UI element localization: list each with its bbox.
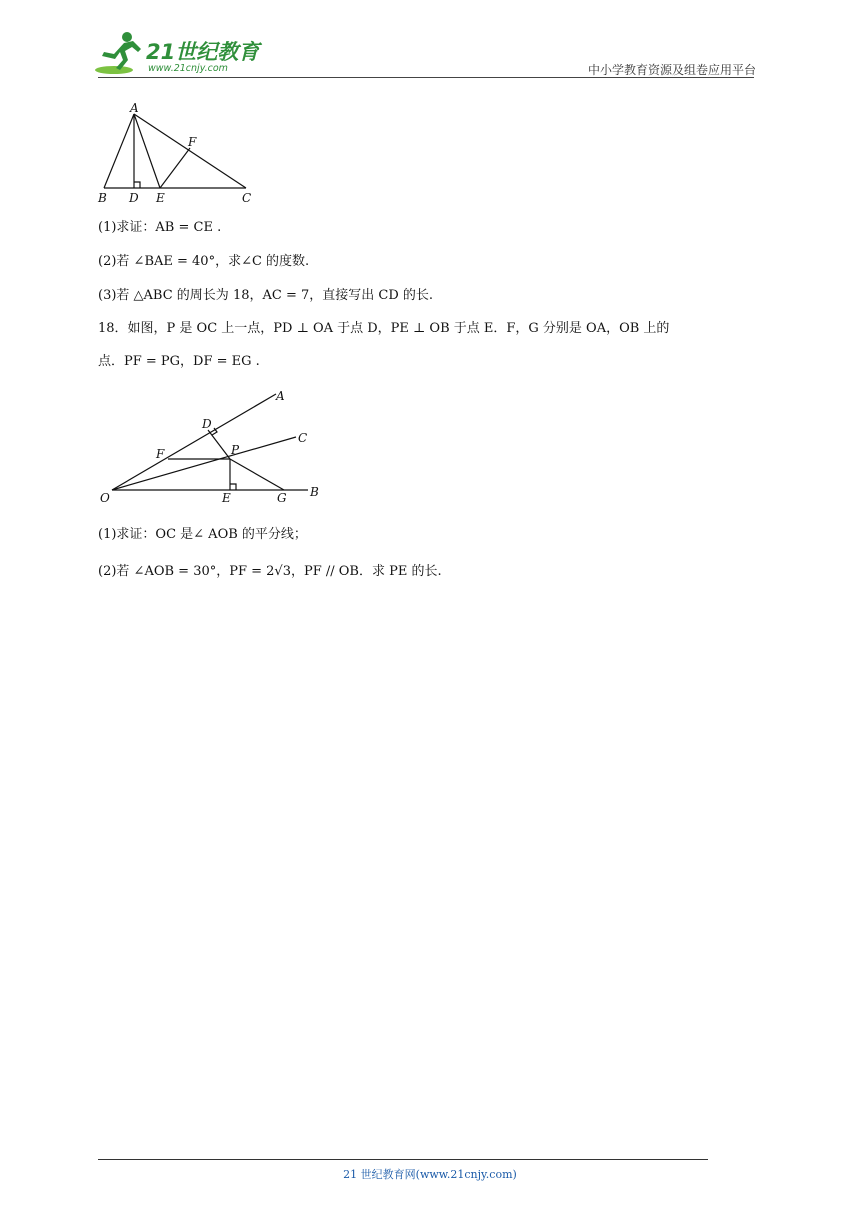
site-logo (94, 30, 264, 78)
label-c: C (242, 191, 252, 205)
footer-divider (98, 1159, 708, 1160)
label-p: P (231, 443, 240, 457)
q18-part2: (2)若 ∠AOB = 30°，PF = 2√3，PF // OB．求 PE 的长. (98, 564, 442, 579)
label-d: D (202, 417, 212, 431)
label-o: O (100, 491, 110, 505)
label-c: C (298, 431, 308, 445)
q18-stem-line1: 18．如图，P 是 OC 上一点，PD ⊥ OA 于点 D，PE ⊥ OB 于点 E．F，G 分别是 OA，OB 上的 (98, 321, 670, 336)
q18-part1: (1)求证：OC 是∠ AOB 的平分线； (98, 527, 307, 542)
label-d: D (129, 191, 139, 205)
label-f: F (156, 447, 165, 461)
label-e: E (222, 491, 231, 505)
label-g: G (277, 491, 287, 505)
triangle-abc-figure (94, 100, 264, 210)
label-b: B (98, 191, 107, 205)
q17-part1: (1)求证：AB = CE . (98, 220, 222, 235)
label-a: A (276, 389, 285, 403)
angle-bisector-figure (98, 384, 330, 510)
label-a: A (130, 101, 139, 115)
label-e: E (156, 191, 165, 205)
label-b: B (310, 485, 319, 499)
footer-site-link[interactable]: 21 世纪教育网(www.21cnjy.com) (343, 1168, 517, 1181)
runner-logo-icon (94, 30, 146, 76)
header-divider (98, 77, 754, 78)
platform-slogan: 中小学教育资源及组卷应用平台 (587, 63, 756, 77)
q17-part2: (2)若 ∠BAE = 40°，求∠C 的度数. (98, 254, 310, 269)
q17-part3: (3)若 △ABC 的周长为 18，AC = 7，直接写出 CD 的长. (98, 288, 434, 303)
q18-stem-line2: 点．PF = PG，DF = EG . (98, 354, 260, 369)
logo-brand-text: 21世纪教育 (146, 40, 260, 64)
label-f: F (188, 135, 197, 149)
logo-url-text: www.21cnjy.com (148, 63, 228, 74)
